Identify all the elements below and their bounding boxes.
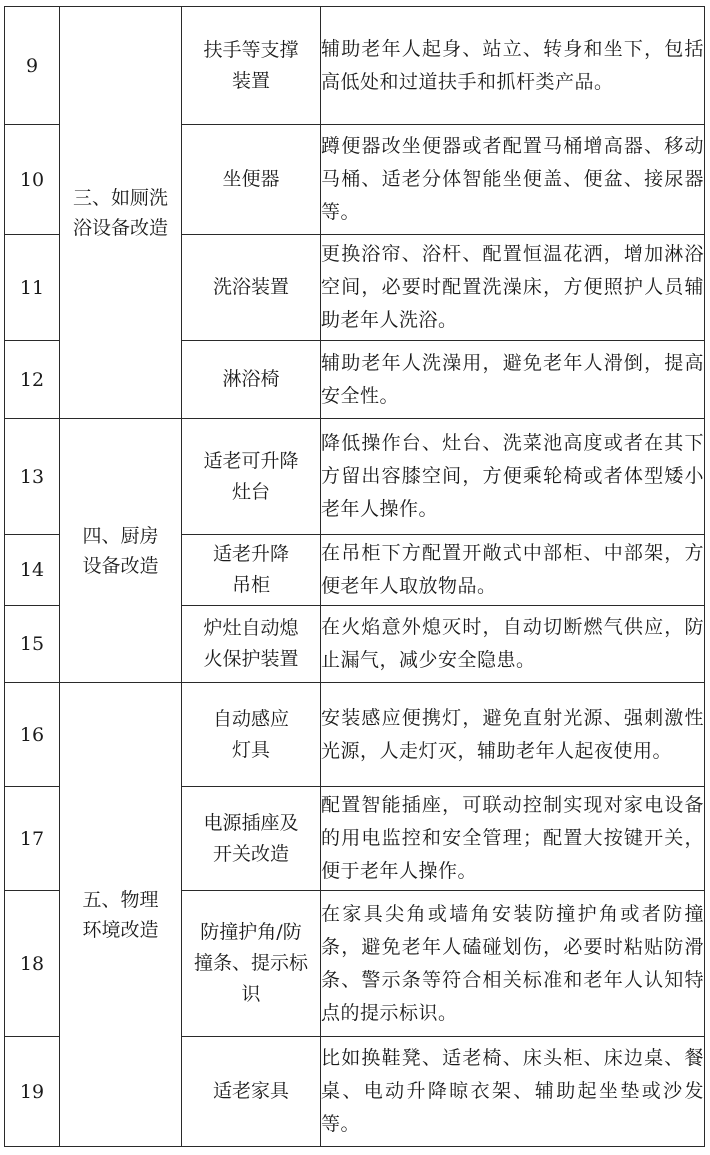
item-name: 自动感应 灯具 [182,683,321,787]
category-cell: 三、如厕洗 浴设备改造 [60,7,182,419]
row-number: 15 [5,606,60,683]
item-name: 适老可升降 灶台 [182,419,321,535]
table-row [5,7,705,125]
category-cell: 四、厨房 设备改造 [60,419,182,683]
row-number: 16 [5,683,60,787]
item-name: 炉灶自动熄 火保护装置 [182,606,321,683]
item-name: 淋浴椅 [182,341,321,419]
item-name: 坐便器 [182,125,321,235]
row-number: 13 [5,419,60,535]
item-name: 扶手等支撑 装置 [182,7,321,125]
item-description: 在吊柜下方配置开敞式中部柜、中部架，方便老年人取放物品。 [321,535,705,606]
item-description: 更换浴帘、浴杆、配置恒温花洒，增加淋浴空间，必要时配置洗澡床，方便照护人员辅助老年人洗浴。 [321,235,705,341]
row-number: 10 [5,125,60,235]
row-number: 18 [5,891,60,1037]
row-number: 12 [5,341,60,419]
row-number: 19 [5,1037,60,1147]
item-description: 降低操作台、灶台、洗菜池高度或者在其下方留出容膝空间，方便乘轮椅或者体型矮小老年人操作。 [321,419,705,535]
item-name: 电源插座及 开关改造 [182,787,321,891]
row-number: 9 [5,7,60,125]
item-description: 比如换鞋凳、适老椅、床头柜、床边桌、餐桌、电动升降晾衣架、辅助起坐垫或沙发等。 [321,1037,705,1147]
item-description: 辅助老年人洗澡用，避免老年人滑倒，提高安全性。 [321,341,705,419]
item-description: 辅助老年人起身、站立、转身和坐下，包括高低处和过道扶手和抓杆类产品。 [321,7,705,125]
row-number: 11 [5,235,60,341]
row-number: 14 [5,535,60,606]
table-row [5,419,705,535]
item-name: 防撞护角/防 撞条、提示标 识 [182,891,321,1037]
item-description: 在家具尖角或墙角安装防撞护角或者防撞条，避免老年人磕碰划伤，必要时粘贴防滑条、警示条等符合相关标准和老年人认知特点的提示标识。 [321,891,705,1037]
modification-table [4,6,705,1147]
item-name: 洗浴装置 [182,235,321,341]
item-description: 配置智能插座，可联动控制实现对家电设备的用电监控和安全管理；配置大按键开关，便于老年人操作。 [321,787,705,891]
item-name: 适老升降 吊柜 [182,535,321,606]
item-description: 在火焰意外熄灭时，自动切断燃气供应，防止漏气，减少安全隐患。 [321,606,705,683]
table-row [5,683,705,787]
item-description: 蹲便器改坐便器或者配置马桶增高器、移动马桶、适老分体智能坐便盖、便盆、接尿器等。 [321,125,705,235]
item-description: 安装感应便携灯，避免直射光源、强刺激性光源，人走灯灭，辅助老年人起夜使用。 [321,683,705,787]
item-name: 适老家具 [182,1037,321,1147]
category-cell: 五、物理 环境改造 [60,683,182,1147]
row-number: 17 [5,787,60,891]
